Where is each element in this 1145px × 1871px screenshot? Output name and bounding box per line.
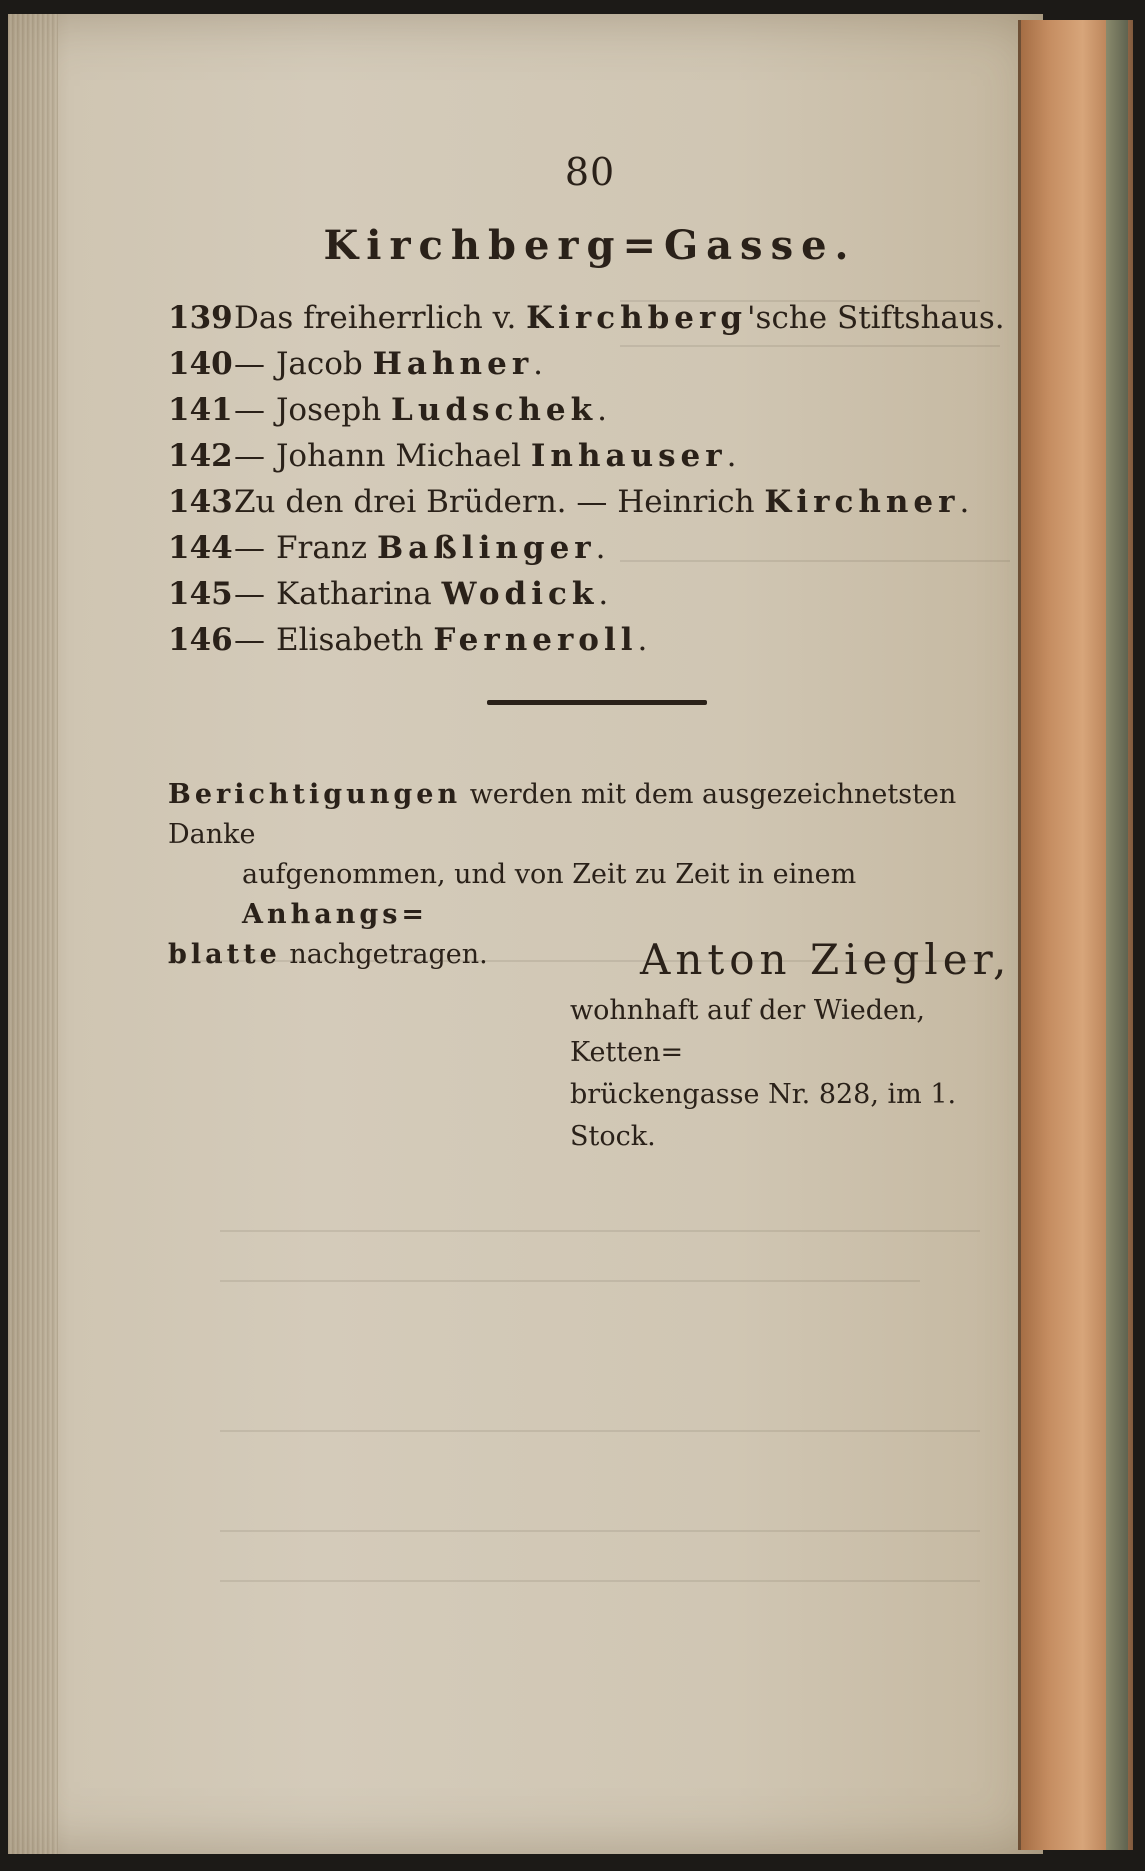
show-through-line: [220, 1430, 980, 1432]
owner-surname: Baßlinger: [376, 530, 596, 566]
ditto-dash: —: [234, 576, 265, 612]
entry-suffix: .: [533, 346, 544, 382]
page-edge: [8, 14, 58, 1854]
show-through-line: [220, 1530, 980, 1532]
owner-surname: Kirchberg: [526, 300, 748, 336]
entry-suffix: .: [595, 530, 606, 566]
publisher-name: Anton Ziegler,: [640, 935, 1012, 984]
house-number: 141: [168, 392, 233, 428]
house-number: 142: [168, 438, 233, 474]
entry-suffix: .: [637, 622, 648, 658]
house-number: 139: [168, 300, 233, 336]
house-number: 146: [168, 622, 233, 658]
entry-suffix: .: [726, 438, 737, 474]
ditto-dash: —: [234, 622, 265, 658]
notice-line: blatte nachgetragen.: [168, 939, 488, 970]
owner-surname: Ludschek: [391, 392, 598, 428]
house-number: 140: [168, 346, 233, 382]
owner-surname: Inhauser: [530, 438, 727, 474]
show-through-line: [220, 1230, 980, 1232]
owner-surname: Ferneroll: [433, 622, 638, 658]
entry-text: Elisabeth: [276, 622, 434, 658]
street-heading: Kirchberg=Gasse.: [323, 222, 857, 269]
house-entry: [168, 479, 1018, 525]
show-through-line: [220, 1280, 920, 1282]
house-entry: [168, 387, 1018, 433]
house-number: 143: [168, 484, 233, 520]
ditto-dash: —: [234, 530, 265, 566]
entry-text: Franz: [276, 530, 377, 566]
house-number: 145: [168, 576, 233, 612]
publisher-address: [570, 990, 1030, 1158]
address-line: brückengasse Nr. 828, im 1. Stock.: [570, 1079, 957, 1152]
ditto-dash: —: [234, 392, 265, 428]
owner-surname: Kirchner: [764, 484, 960, 520]
entry-text: Das freiherrlich v.: [234, 300, 527, 336]
house-entry: [168, 341, 1018, 387]
entry-suffix: .: [598, 576, 609, 612]
house-entry: [168, 295, 1018, 341]
section-divider: [487, 700, 707, 705]
house-entry: [168, 525, 1018, 571]
notice-line: Berichtigungen werden mit dem ausgezeichnetsten Danke: [168, 779, 957, 850]
entry-text: Jacob: [276, 346, 373, 382]
entry-suffix: .: [597, 392, 607, 428]
owner-surname: Wodick: [441, 576, 599, 612]
owner-surname: Hahner: [372, 346, 534, 382]
notice-keyword: Berichtigungen: [168, 779, 462, 810]
entry-text: Joseph: [276, 392, 392, 428]
entry-suffix: .: [959, 484, 970, 520]
page-number: 80: [564, 150, 616, 194]
entry-text: Katharina: [276, 576, 442, 612]
entry-text: Johann Michael: [276, 438, 531, 474]
house-entry: [168, 433, 1018, 479]
address-line: wohnhaft auf der Wieden, Ketten=: [570, 995, 925, 1068]
house-entry: [168, 571, 1018, 617]
house-list: [168, 295, 1018, 663]
ditto-dash: —: [234, 346, 265, 382]
house-number: 144: [168, 530, 233, 566]
house-entry: [168, 617, 1018, 663]
entry-suffix: 'sche Stiftshaus.: [747, 300, 1005, 336]
show-through-line: [220, 1580, 980, 1582]
cover-edge: [1106, 20, 1128, 1850]
ditto-dash: —: [234, 438, 265, 474]
notice-line: aufgenommen, und von Zeit zu Zeit in einem Anhangs=: [242, 859, 857, 930]
entry-text: Zu den drei Brüdern. — Heinrich: [234, 484, 765, 520]
